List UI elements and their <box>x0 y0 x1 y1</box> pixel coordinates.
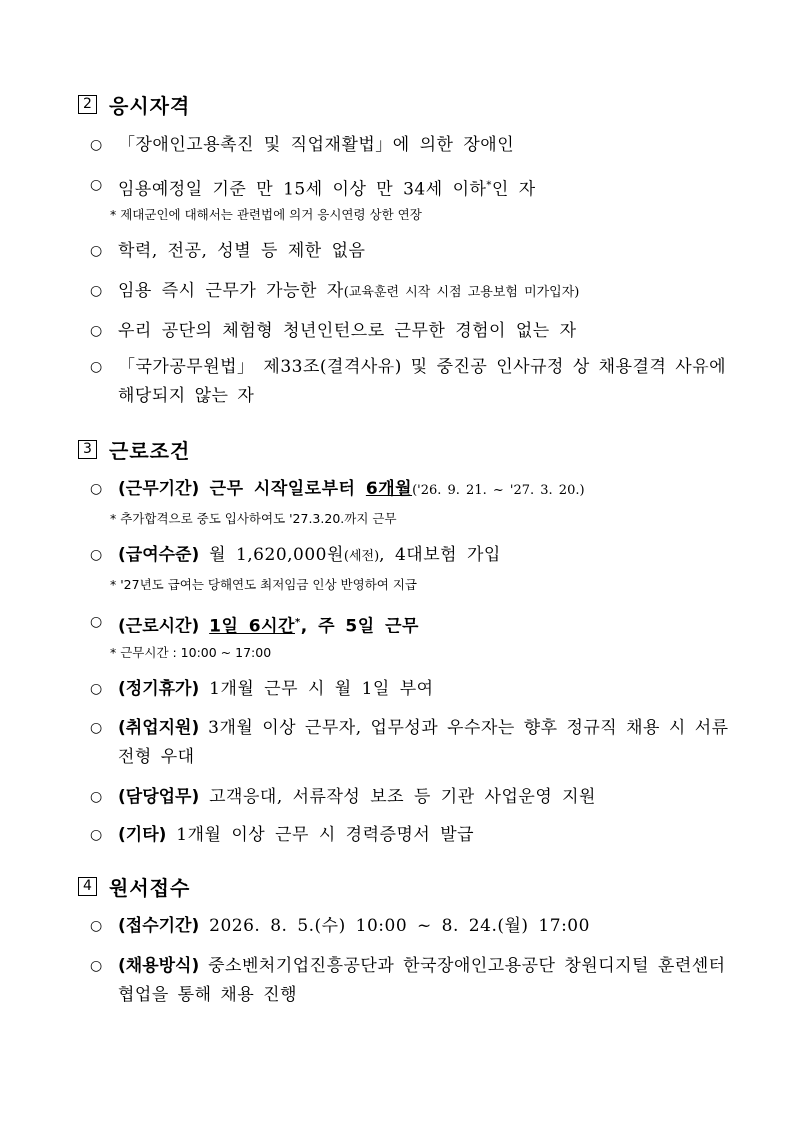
list-item <box>90 952 730 1010</box>
list-item <box>90 131 730 160</box>
list-item <box>90 237 730 266</box>
bullet-icon: ○ <box>90 720 103 736</box>
item-text: (근무기간) 근무 시작일로부터 6개월('26. 9. 21. ~ '27. 3. 20.) <box>118 479 585 499</box>
bullet-icon: ○ <box>90 958 103 974</box>
list-item <box>90 675 730 704</box>
list-item <box>90 475 730 505</box>
bullet-icon: ○ <box>90 243 103 259</box>
section-title: 응시자격 <box>109 93 191 118</box>
footnote: * 추가합격으로 중도 입사하여도 '27.3.20.까지 근무 <box>110 511 397 526</box>
item-text: 학력, 전공, 성별 등 제한 없음 <box>118 241 366 261</box>
footnote-mark: * <box>294 617 301 628</box>
section-number-box: 4 <box>78 877 97 896</box>
bullet-icon: ○ <box>90 283 103 299</box>
item-text: 임용 즉시 근무가 가능한 자(교육훈련 시작 시점 고용보험 미가입자) <box>118 281 580 301</box>
bullet-icon: ○ <box>90 481 103 497</box>
item-text: (취업지원) 3개월 이상 근무자, 업무성과 우수자는 향후 정규직 채용 시 서류전형 우대 <box>118 718 729 767</box>
list-item <box>90 608 730 642</box>
list-item <box>90 353 730 411</box>
bullet-icon: ○ <box>90 918 103 934</box>
section-title: 원서접수 <box>109 875 191 900</box>
footnote-mark: * <box>486 180 492 191</box>
item-text: 「장애인고용촉진 및 직업재활법」에 의한 장애인 <box>118 135 515 155</box>
section-conditions-heading <box>78 434 190 464</box>
item-text: (담당업무) 고객응대, 서류작성 보조 등 기관 사업운영 지원 <box>118 787 596 807</box>
item-text: (급여수준) 월 1,620,000원(세전), 4대보험 가입 <box>118 545 501 565</box>
item-text: (근로시간) 1일 6시간*, 주 5일 근무 <box>118 616 419 637</box>
item-text: (접수기간) 2026. 8. 5.(수) 10:00 ~ 8. 24.(월) 17:00 <box>118 916 590 936</box>
bullet-icon: ○ <box>90 137 103 153</box>
bullet-icon: ○ <box>90 547 103 563</box>
footnote: * 제대군인에 대해서는 관련법에 의거 응시연령 상한 연장 <box>110 207 422 222</box>
bullet-icon: ○ <box>90 681 103 697</box>
item-text: (정기휴가) 1개월 근무 시 월 1일 부여 <box>118 679 434 699</box>
item-text: 우리 공단의 체험형 청년인턴으로 근무한 경험이 없는 자 <box>118 321 577 341</box>
bullet-icon: ○ <box>90 359 103 375</box>
bullet-icon: ○ <box>90 177 103 193</box>
bullet-icon: ○ <box>90 789 103 805</box>
footnote: * '27년도 급여는 당해연도 최저임금 인상 반영하여 지급 <box>110 577 417 592</box>
bullet-icon: ○ <box>90 323 103 339</box>
list-item <box>90 714 730 772</box>
item-text: (채용방식) 중소벤처기업진흥공단과 한국장애인고용공단 창원디지털 훈련센터 협업을 통해 채용 진행 <box>118 956 726 1005</box>
list-item <box>90 277 730 307</box>
list-item <box>90 783 730 812</box>
section-number-box: 3 <box>78 440 97 459</box>
item-text: 임용예정일 기준 만 15세 이상 만 34세 이하*인 자 <box>118 179 536 200</box>
bullet-icon: ○ <box>90 827 103 843</box>
section-eligibility-heading <box>78 89 190 119</box>
item-text: (기타) 1개월 이상 근무 시 경력증명서 발급 <box>118 825 475 845</box>
list-item <box>90 541 730 571</box>
footnote: * 근무시간 : 10:00 ~ 17:00 <box>110 645 272 660</box>
section-title: 근로조건 <box>109 438 191 463</box>
section-number-box: 2 <box>78 95 97 114</box>
item-text: 「국가공무원법」 제33조(결격사유) 및 중진공 인사규정 상 채용결격 사유에 해당되지 않는 자 <box>118 357 727 406</box>
list-item <box>90 821 730 850</box>
list-item <box>90 912 730 941</box>
bullet-icon: ○ <box>90 614 103 630</box>
list-item <box>90 171 730 205</box>
list-item <box>90 317 730 346</box>
section-application-heading <box>78 871 190 901</box>
